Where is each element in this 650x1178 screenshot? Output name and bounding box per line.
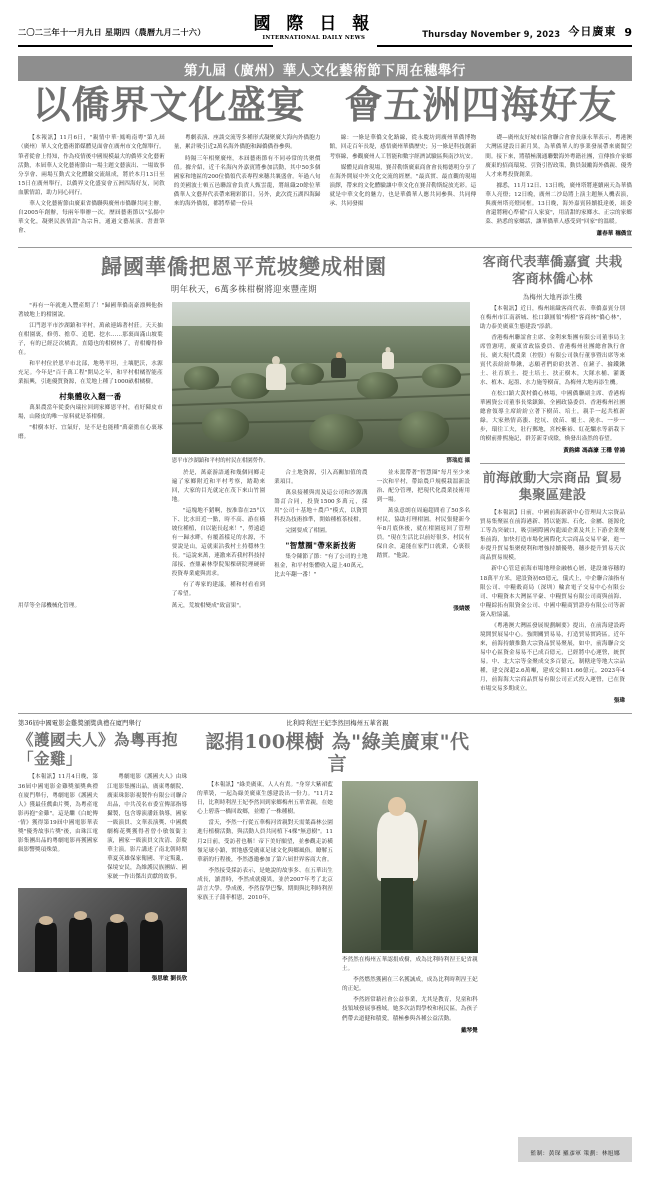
lead-kicker: 第九屆（廣州）華人文化藝術節下周在穗舉行: [184, 62, 466, 79]
paragraph: 【本報訊】近日，梅州組織客商代表、華僑嘉賓分別在梅州市江南新城、松口鎮圓領"梅橙"客商林"僑心林"，助力泰美廣東生態建設"添薪。: [480, 305, 625, 330]
paragraph: 萬元，荒坡柑變成"致富果"。: [171, 603, 245, 610]
paragraph: 萬泉意朗在周遍超間看了50多名村民，協助打理柑園。村民張健新今年8月底休後，就在柑園返回了管理員。"現在生活比以前好很多，村民有保自余，還能在家門口就業，心裏很踏實。"他說。: [376, 507, 470, 560]
paragraph: 李然經常藉社會公益事業，尤其是教育，兒童和科技領域發展事務域。她多次訪問學校和祝民區，為孩子們帶去道健和積愛，積極參與各種公益活動。: [341, 997, 478, 1022]
paragraph: 合土地資源，引入高關加值的農業項目。: [274, 469, 368, 485]
photo-bush: [398, 411, 449, 447]
orchard-article: [18, 255, 470, 704]
person-body: [266, 364, 286, 390]
bottom-section: [18, 720, 632, 1033]
lead-headline: 以僑界文化盛宴 會五洲四海好友: [32, 83, 618, 128]
sidebar-byline-top: 黃韵緯 馮森濠 王穩 曾鴻: [563, 448, 625, 455]
photo-person: [264, 356, 288, 389]
orchard-photo-column: [172, 302, 470, 602]
rule-right: [377, 45, 632, 47]
photo-figure-head: [110, 914, 124, 923]
section-orchard-and-sidebar: [18, 255, 632, 704]
film-article: [18, 720, 187, 1033]
film-headline: 《護國夫人》為粵再抱「金雞」: [18, 729, 179, 768]
orchard-column-4: [377, 469, 470, 602]
photo-bush: [357, 372, 399, 399]
paragraph: 【本報訊】11月6日，"親情中華·鳳鳴南粵"第九屆（廣州）華人文化藝術節媒體見面會在廣州市文化館舉行。筆者從會上得知，作為疫情後中國規模最大的僑界文化藝術活動，本屆華人文化藝術節由一場主題文藝演出、一場故事分享會、兩場互動式文化體驗交流組成，將於本月13日至15日在廣州舉行，以僑界文化盛宴會五洲四海好友，同敘血脈情誼，助力同心同行。: [18, 135, 165, 196]
paragraph: 用草等全部機械化管理。: [18, 603, 81, 610]
orchard-byline-wrap: [325, 602, 470, 613]
paragraph: 時隔三年相聚廣州，本屆藝術節有不同尋常的共聚價值。據介紹，近千名海內外嘉賓將參加活動，其中50多個國家和地區的200位僑領代表專程來穗共襄盛會。年過八旬的美國波士頓五邑聯誼會負責人甄雲龍，將組織20餘位華僑華人文藝界代表帶來精彩節目。另外，此次從五湖四海歸來的海外僑領，都將準備一份具: [173, 155, 321, 207]
photo-bush: [184, 366, 220, 390]
photo-figure: [35, 923, 57, 972]
masthead-date-cn: 二〇二三年十一月九日 星期四（農曆九月二十六）: [18, 27, 206, 37]
paragraph: 有了專家的建議，種和村看看到了希望。: [171, 582, 266, 598]
lead-column-2: [174, 134, 321, 238]
orchard-photo-caption-row: [172, 456, 470, 464]
paragraph: 在松口鎮大黃村僑心林場，中國僑聯副主席、香港梅華國資公司董事長梁鎮錦，全國政協委員、香港梅州社團總會領導主席紛紛立著下樹苗、培土，親手一起共植新綠。大家熱情高漲、挖坑、放苗、覆土、澆水、一步一步，環往工夫，壯行郵地，宮校紫裕、紅花爛水等新栽下的樹前排熙施記，群芳新芽成陰，煥發出盎然的春望。: [480, 391, 625, 443]
film-column-1: [18, 773, 98, 884]
princess-photo: [342, 781, 478, 953]
footer-credits-box: [518, 1137, 632, 1162]
paragraph: 萬果農當年從委內瑞拉回到家鄉恩平村，看好陳皮市場，山隆皮的唯一原料就是茶柑樹。: [18, 405, 163, 421]
paragraph: 當天，李然一行從五華梅河省親對天需葉森林公園進行植樹活動，與活動人員共同植下4棵"無意樹"。11月2日前，受訪者也稱！帝下美好願望，並參觀走訪橫嶺足球小鎮，實地感受廣東足球文化與鄉風俗。瞭解五華新的行程後，李然憑邀參加了第六屆世界客商大會。: [197, 820, 333, 863]
orchard-columns: [18, 302, 470, 602]
paragraph: "柑樹本好、宜氣好，是不是也能種"萬豪擔在心裏琢磨。: [18, 425, 163, 441]
sidebar-column: [480, 255, 625, 704]
sidebar-headline-top: 客商代表華僑嘉賓 共栽客商林僑心林: [482, 254, 623, 287]
lead-column-1: [18, 134, 165, 238]
paragraph: 粵劇電影《護國夫人》由珠江電影集團出品，廣東粵劇院、廣東珠影影視製作有限公司聯合出品，中共茂名市委宣傳部指導攝製，包含導演潘鈺執導，國家一級演員、文華表演獎、中國戲劇梅花獎獲得者曾小敏領銜主演，國家一級演員文汝清、彭慶華主演。影片講述了南北朝時期華夏英雄保家衛國、平定叛亂、保境安民，為維護民族團結、國家統一作出傑出貢獻的故事。: [107, 774, 188, 880]
film-columns: [18, 773, 187, 884]
princess-overline: 比利時利涅王妃李然回梅州五華省親: [286, 720, 389, 728]
paragraph: 新中心管廷前海市場地理金融核心層，建設兼容穗的18萬平方米，建設資初65億元，儀式上，中企聯合油指有限公司、中糧穀商局（深圳）輪倉電子交易中心有限公司、中糧資本大灣區平臺、中糧貿易有限公司商與前海、中糧綜拓有限資金公司、中國中糧商貿證券有限公司等新簽入駐協議。: [480, 566, 625, 618]
paragraph: 和平村位於恩平市北部，地勢平坦，土壤肥沃，水源充足。今年是"百千萬工程"開局之年，和平村柑橘智能產業振興，引進優質資源，在荒地上種了1000畝柑橘樹。: [18, 360, 163, 386]
orchard-headline: 歸國華僑把恩平荒坡變成柑園: [101, 253, 387, 279]
person-body: [331, 358, 346, 378]
lead-byline: 蕭春華 穗僑宣: [596, 230, 632, 237]
orchard-column-3: [274, 469, 367, 602]
photo-figure-head: [39, 916, 53, 925]
photo-figure: [140, 920, 164, 972]
bottom-right-spacer: [488, 720, 632, 1033]
princess-byline: 戴琴覺: [460, 1027, 478, 1034]
orchard-photo-credit: 鄧瑞庭 攝: [446, 457, 470, 464]
orchard-tail: [18, 602, 470, 613]
paragraph: 《粵港澳大灣區發展規劃綱要》提出，在前海建設跨境開貿展易中心。強開關貿易易，打造貿易實跨區。近年來，前海持續推動大宗資品貿易聚展，如中，前海聯合交易中心區資金易易不已成百億元，已經將中心運營，統貿易。中、北大宗等金聚成交多百億元，制轄達等地大宗品種，建交深超2.6萬噸，建成交額11.66億元。2023年4月，前海海大宗商品貿易有限公司正式投入運營，已在資市場交易多期成立。: [480, 622, 625, 693]
paragraph: 華人文化藝術節由廣東省僑聯與廣州市僑聯共同主辦，自2005年創辦，每兩年舉辦一次。歷屆藝術節以"弘揚中華文化，凝聚民族情誼"為宗旨，通過文藝展演、書畫筆會、: [18, 200, 165, 234]
paragraph: 並未駕帶著"智慧圈"每月至少來一次和平村，帶給農戶規模栽溫新設治、配分管理，把現代化農業技術用到一場。: [376, 469, 470, 503]
orchard-photo-caption: 恩平市沙湖鎮和平村的村民在柑園勞作。: [171, 457, 269, 464]
lead-kicker-bar: [18, 56, 632, 81]
paragraph: 粵劇表演、座談交流等多種形式凝聚廣大海內外僑胞力量，累計吸引近2萬名海外僑胞和歸僑僑眷參與。: [173, 135, 321, 151]
paragraph: 李然燃然獲國在三名獲誠成，成為比利時利涅王妃的正妃。: [341, 977, 478, 993]
paragraph: 香港梅州聯誼會主席、金利來集團有限公司董事局主席曾憲明，廣東省政協委員、香港梅州社團總會執行會長、廣大現代農業（控股）有限公司執行董事暨出席等來賓代表紛紛舉鍬，志願者們紛紛扶著、在鏟子、掄鐵鍬土、社育填土、提土培土、扶正樹木，大隊水桶、灌溉水、植木、起墨、水力施等樹苗，為梅州大地再添生機。: [480, 334, 625, 387]
paragraph: 江門恩平市沙湖鎮和平村，萬畝連綿著村莊。天天抽在柑園裏，修剪、擔草、追肥、挖水……那裏面滿山坡葉子，有的已經泛次橘黃，直隱也的柑樹林了，青柑瓣得修在。: [18, 322, 163, 356]
princess-photo-caption: 李然然在梅州五華認捐成樹，成為比利時利涅王妃省親土。: [341, 957, 478, 973]
rule-left: [18, 45, 273, 47]
film-column-2: [107, 773, 187, 884]
lead-body: [18, 134, 632, 238]
paragraph: 媒體見面會現場，賽昔勒斯廣東商會會長楊德明分享了在海外開展中外文化交流的經歷。"最真實、最直觀的現場演繹，帶來的文化體驗讓中華文化在賽昔勒斯綻放光彩。這就是中華文化的魅力，也是華僑華人應共同參與、共同傳承、共同發揚: [329, 164, 477, 207]
princess-columns: [197, 781, 478, 1033]
lead-column-3: [330, 134, 477, 238]
masthead-title-en: INTERNATIONAL DAILY NEWS: [262, 35, 366, 41]
film-byline: 張思敏 劉長欣: [151, 976, 188, 983]
film-overline: 第36屆中國電影金雞獎頒獎典禮在廈門舉行: [18, 720, 142, 728]
photo-figure: [69, 918, 93, 972]
paragraph: 【本報訊】11月4日晚，第36屆中國電影金雞獎頒獎典禮在廈門舉行，粵劇電影《護國夫人》獲最佳戲曲片獎，為粵產電影再抱"金雞"。這是繼《白蛇傳·情》獲得第19屆中國電影華表獎"優秀故事片獎"後，由珠江電影集團出品的粵劇電影再獲國家級影響獎項殊榮。: [18, 774, 99, 853]
orchard-byline: 張婧媛: [453, 606, 471, 613]
photo-figure-torso: [377, 812, 418, 881]
paragraph: 於是，萬豪游語通和幾個同鄉走遍了家鄉附近和平村考察，踏勘來回，大家的目光就定在茂下來山竹園地。: [171, 469, 266, 503]
photo-figure-head: [145, 912, 159, 921]
photo-person: [330, 352, 348, 378]
section-divider: [18, 247, 632, 248]
princess-column-2: [342, 781, 478, 1033]
princess-column-1: [197, 781, 333, 1033]
lead-column-4: [485, 134, 632, 238]
paragraph: "再有一年就進入豐產期了！"歸國華僑南豪漂興他指著坡地上的柑園說。: [18, 302, 163, 318]
paragraph: 線：一條是華僑文化路線，從永慶坊到廣州華僑博物館，回走百年長堤，感悟廣州華僑歷史；另一條是科技創新考察線，參觀廣州人工智能和數字經濟試驗區與南沙坑安。: [329, 135, 477, 160]
sidebar-subhead-top: 為梅州大地再添生機: [522, 292, 583, 301]
person-body: [382, 352, 395, 369]
sidebar-headline-bottom: 前海啟動大宗商品 貿易集聚區建設: [482, 471, 623, 504]
photo-figure-legs: [381, 878, 412, 950]
masthead-title-cn: 國 際 日 報: [253, 14, 375, 34]
paragraph: 【本報訊】日前，中國前海新新中心管理局大宗資品貿易集聚區在前海港新、將以能源、石化、金屬、能源化工等為突破口，吸引國際國內龍頭企業及其上下游企業聚集前海，加快打造市場化國際化大宗商品交易平臺，進一步提升貿易集聚便利和增強持續優勢，穗步提升貿易天次商品貿易規模。: [480, 510, 625, 562]
sidebar-byline-bottom: 張瑋: [613, 698, 625, 705]
masthead-region: 今日廣東: [568, 25, 617, 38]
princess-article: [197, 720, 478, 1033]
photo-figure: [106, 922, 128, 972]
paragraph: 完園要成了柑園。: [285, 527, 331, 534]
paragraph: 李然接受採訪表示，是她說的故事多、在五華出生成長，讀書時，李然成就優異，並於2007年考了北京語言大學。學成後，李然留學巴黎，期間與比利時利涅家族王子蒲菲相恩，2010年，: [197, 867, 333, 901]
photo-bush: [202, 408, 250, 441]
orchard-lower-columns: [172, 469, 470, 602]
footer-credits: 監制：黃琛 羅彥軍 策劃：林旭娜: [530, 1151, 620, 1157]
orchard-column-1: [18, 302, 163, 602]
paragraph: 集令陳節了節："有了公司的土地租金，和平村集體收入還上40萬元，比去年翻一番！": [274, 554, 368, 579]
masthead-page-number: 9: [624, 26, 632, 39]
princess-headline: 認捐100棵樹 為"綠美廣東"代言: [205, 730, 470, 776]
masthead: [18, 0, 632, 42]
sidebar-divider: [480, 463, 625, 464]
paragraph: 礎—廣州友好城市協會聯合會會長康永華表示，粵港澳大灣區建設日新月異，為華僑華人的事業發展帶來廣闊空間。接下來，將積極溝通聯繫海外粵籍社團，宣傳推介家鄉廣東的招商環境、引資引智政策，動員鼓勵海外僑親、優秀人才來粵投資創業。: [485, 135, 632, 178]
orchard-column-2: [172, 469, 265, 602]
paragraph: 萬泉接種與需及這公司和沙源溝籌訂合同，投資1500多萬元，採用"公司＋基地＋農戶"模式，以資質科投為技術推準，開始種植茶枝柑。: [274, 489, 368, 523]
orchard-subheading-1: 村集體收入翻一番: [59, 392, 122, 402]
photo-bush: [309, 414, 363, 450]
orchard-subhead: 明年秋天，6萬多株柑樹將迎來豐產期: [170, 283, 318, 294]
masthead-right: [422, 23, 632, 42]
paragraph: 據悉，11月12日、13日晚，廣州塔將連續兩天為華僑華人亮燈；12日晚，廣州二沙島將上演主題無人機表演，與廣州塔亮燈同框。13日晚，海外嘉賓陸續抵達後，組委會還將精心準備"百人家宴"，用清甜的家鄉水、正宗的家鄉菜、熟悉的家鄉話，讓華僑華人感受到"回家"的溫暖。: [485, 182, 632, 225]
orchard-tail-right: [172, 602, 317, 613]
orchard-photo: [172, 302, 470, 454]
film-photo: [18, 888, 187, 972]
masthead-nameplate: [254, 16, 375, 42]
section-divider-2: [18, 713, 632, 714]
orchard-subheading-2: "智慧圈"帶來新技術: [285, 541, 357, 551]
orchard-head: [18, 255, 470, 295]
masthead-rule: [18, 45, 632, 47]
paragraph: 【本報訊】"綠美廣東，人人有責。"身穿大紫裙藍的華裝，一起為綠美廣東生態建設出一份力。"11月2日，比利時利涅王妃李然回到家鄉梅州五華省親，在她心上碧落一橋回故鄉，並贈了一株種樹。: [197, 782, 333, 816]
orchard-tail-left: [18, 602, 163, 613]
photo-person: [381, 347, 396, 368]
photo-bush: [422, 364, 461, 388]
photo-bush: [291, 363, 324, 386]
paragraph: "這塊地不錯啊，按准靠在25°以下、比水田近一點，時不高、游在橫坡位種植，自以能長起來！"，勞遠道有一歸水畔，有覆蓋樣足的水源，不要說是山，這就東沾我村土持穩林生長。"這說來萬，連激來若我村科技持部接、查鼎素林學院架棵研院理硬研投資專業處與需求。: [171, 507, 266, 578]
masthead-date-en: Thursday November 9, 2023: [422, 29, 561, 39]
photo-figure-head: [388, 797, 406, 816]
